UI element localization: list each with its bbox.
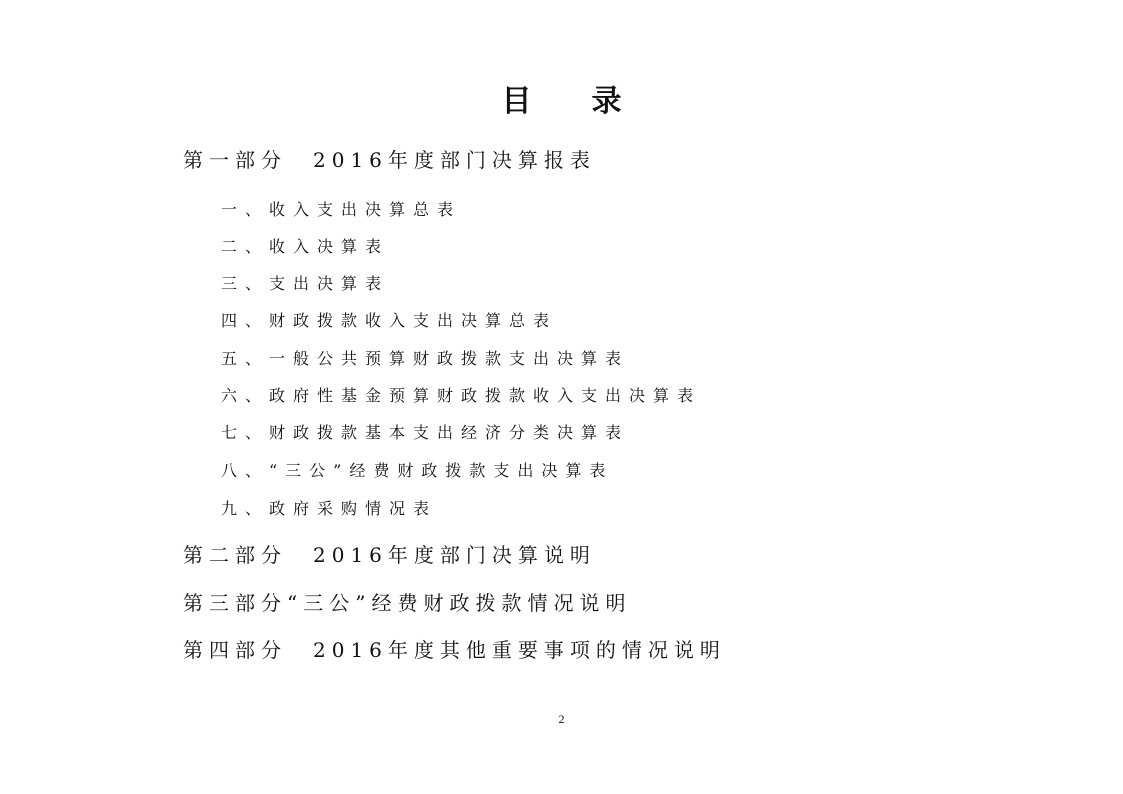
toc-item-8[interactable]: 八、“三公”经费财政拨款支出决算表 [221, 461, 614, 480]
toc-item-3[interactable]: 三、支出决算表 [221, 274, 390, 293]
toc-item-4[interactable]: 四、财政拨款收入支出决算总表 [221, 311, 558, 330]
toc-part-3[interactable]: 第三部分“三公”经费财政拨款情况说明 [183, 591, 632, 615]
toc-part-4[interactable]: 第四部分 2016年度其他重要事项的情况说明 [183, 638, 726, 662]
toc-title: 目 录 [501, 84, 622, 119]
toc-part-2[interactable]: 第二部分 2016年度部门决算说明 [183, 543, 596, 567]
toc-item-2[interactable]: 二、收入决算表 [221, 237, 390, 256]
toc-part-1[interactable]: 第一部分 2016年度部门决算报表 [183, 148, 596, 172]
toc-item-7[interactable]: 七、财政拨款基本支出经济分类决算表 [221, 423, 630, 442]
toc-item-6[interactable]: 六、政府性基金预算财政拨款收入支出决算表 [221, 386, 702, 405]
toc-item-5[interactable]: 五、一般公共预算财政拨款支出决算表 [221, 349, 630, 368]
toc-item-1[interactable]: 一、收入支出决算总表 [221, 200, 462, 219]
toc-item-9[interactable]: 九、政府采购情况表 [221, 499, 438, 518]
page-number: 2 [558, 712, 565, 726]
